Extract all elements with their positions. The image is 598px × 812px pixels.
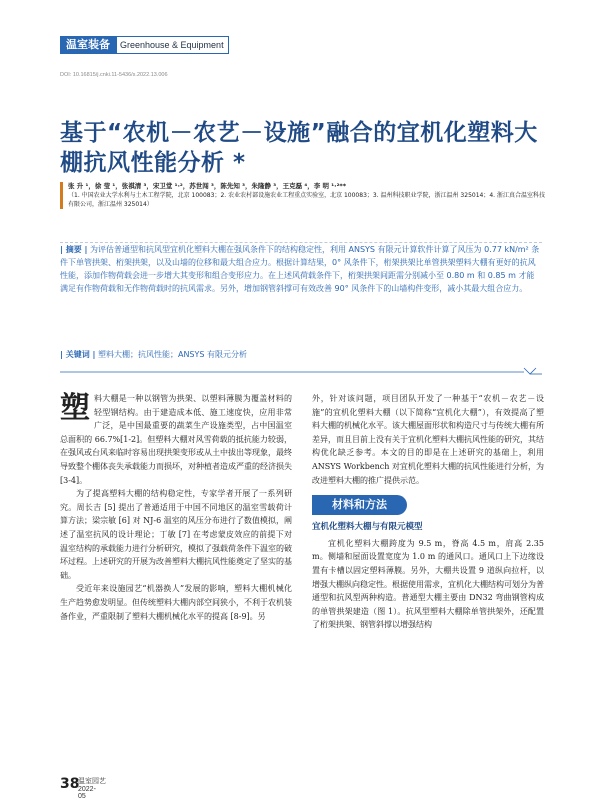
author-names: 张 升 ¹，徐 莹 ¹，张祺清 ³，宋卫堂 ¹·²，苏世闯 ³，陈先知 ³，朱隆静 ³，王克磊 ⁴，李 明 ¹·²**: [68, 182, 347, 190]
journal-name: 温室园艺: [78, 777, 106, 785]
drop-cap: 塑: [60, 391, 90, 426]
journal-issue: 2022-05: [78, 786, 96, 800]
divider-rule: [60, 366, 542, 378]
abstract-text: 为评估普通型和抗风型宜机化塑料大棚在强风条件下的结构稳定性，利用 ANSYS 有限元计算软件计算了风压为 0.77 kN/m² 条件下单管拱架、桁架拱架，以及山墙的位移和最大组合应力。根据计算结果，0° 风条件下，桁架拱架比单管拱架塑料大棚有更好的抗风性能，添加作物荷载会进一步增大其变形和组合变形应力。在上述风荷载条件下，桁架拱架间距需分别减小至 0.80 m 和 0.85 m 才能满足有作物荷载和无作物荷载时的抗风需求。另外，增加钢管斜撑可有效改善 90° 风条件下的山墙构件变形，减小其最大组合应力。: [60, 245, 540, 293]
section-header: [60, 36, 224, 54]
section-heading: 材料和方法: [312, 495, 407, 515]
body-paragraph: 外，针对该问题，项目团队开发了一种基于“农机－农艺－设施”的宜机化塑料大棚（以下简称“宜机化大棚”），有效提高了塑料大棚的机械化水平。该大棚屋面形状和构造尺寸与传统大棚有所差异，而且目前上没有关于宜机化塑料大棚抗风性能的研究，其结构优化缺乏参考。本文的目的即是在上述研究的基础上，利用 ANSYS Workbench 对宜机化塑料大棚的抗风性能进行分析，为改进塑料大棚的推广提供示范。: [312, 394, 544, 485]
body-column-left: [60, 392, 292, 623]
keywords: [60, 349, 542, 360]
page-number: 38: [60, 776, 80, 792]
body-paragraph: 受近年来设施园艺“机器换人”发展的影响，塑料大棚机械化生产趋势愈发明显。但传统塑料大棚内部空间狭小，不利于农机装备作业，严重限制了塑料大棚机械化水平的提高 [8-9]。另: [60, 584, 292, 621]
section-tag: 温室装备: [60, 36, 116, 54]
doi-line: DOI: 10.16815/j.cnki.11-5436/s.2022.13.006: [60, 72, 168, 78]
body-column-right: [312, 392, 544, 632]
body-paragraph: 为了提高塑料大棚的结构稳定性，专家学者开展了一系列研究。周长吉 [5] 提出了普通适用于中国不同地区的温室雪载荷计算方法；梁宗敏 [6] 对 NJ-6 温室的风压分布进行了数值模拟，阐述了温室抗风的设计理论；丁敏 [7] 在考虑蒙皮效应的前提下对温室结构的承载能力进行分析研究，模拟了强载荷条件下温室的破坏过程。上述研究的开展为改善塑料大棚抗风性能奠定了坚实的基础。: [60, 489, 292, 580]
subsection-heading: 宜机化塑料大棚与有限元模型: [312, 522, 423, 533]
author-affiliations: （1. 中国农业大学水利与土木工程学院，北京 100083；2. 农业农村部设施农业工程重点实验室，北京 100083；3. 温州科技职业学院，浙江温州 325014；4. 浙江真合温室科技有限公司，浙江温州 325014）: [68, 192, 545, 208]
article-title: 基于“农机－农艺－设施”融合的宜机化塑料大棚抗风性能分析 *: [60, 120, 538, 176]
body-paragraph: 宜机化塑料大棚跨度为 9.5 m，脊高 4.5 m，肩高 2.35 m。侧墙和屋面设置宽度为 1.0 m 的通风口。通风口上下边缘设置有卡槽以固定塑料薄膜。另外，大棚共设置 9 道纵向拉杆，以增强大棚纵向稳定性。根据使用需求，宜机化大棚结构可划分为普通型和抗风型两种构造。普通型大棚主要由 DN32 弯曲钢管构成的单管拱架建造（图 1）。抗风型塑料大棚除单管拱架外，还配置了桁架拱架、钢管斜撑以增强结构: [312, 538, 544, 630]
abstract: [60, 242, 542, 295]
author-block: [60, 182, 548, 209]
keywords-label: | 关键词 |: [60, 350, 96, 359]
keywords-text: 塑料大棚；抗风性能；ANSYS 有限元分析: [97, 350, 248, 359]
abstract-label: | 摘要 |: [60, 245, 88, 254]
body-paragraph: 塑料大棚是一种以钢管为拱架、以塑料薄膜为覆盖材料的轻型钢结构。由于建造成本低、施工速度快，应用非常广泛，是中国最重要的蔬菜生产设施类型，占中国温室总面积的 66.7%[1-2]。但塑料大棚对风雪荷载的抵抗能力较弱，在强风或台风来临时容易出现拱架变形或从土中拔出等现象，最终导致整个棚体丧失承载能力而损坏，对种植者造成严重的经济损失 [3-4]。: [60, 391, 292, 485]
section-english-label: Greenhouse & Equipment: [116, 36, 229, 54]
